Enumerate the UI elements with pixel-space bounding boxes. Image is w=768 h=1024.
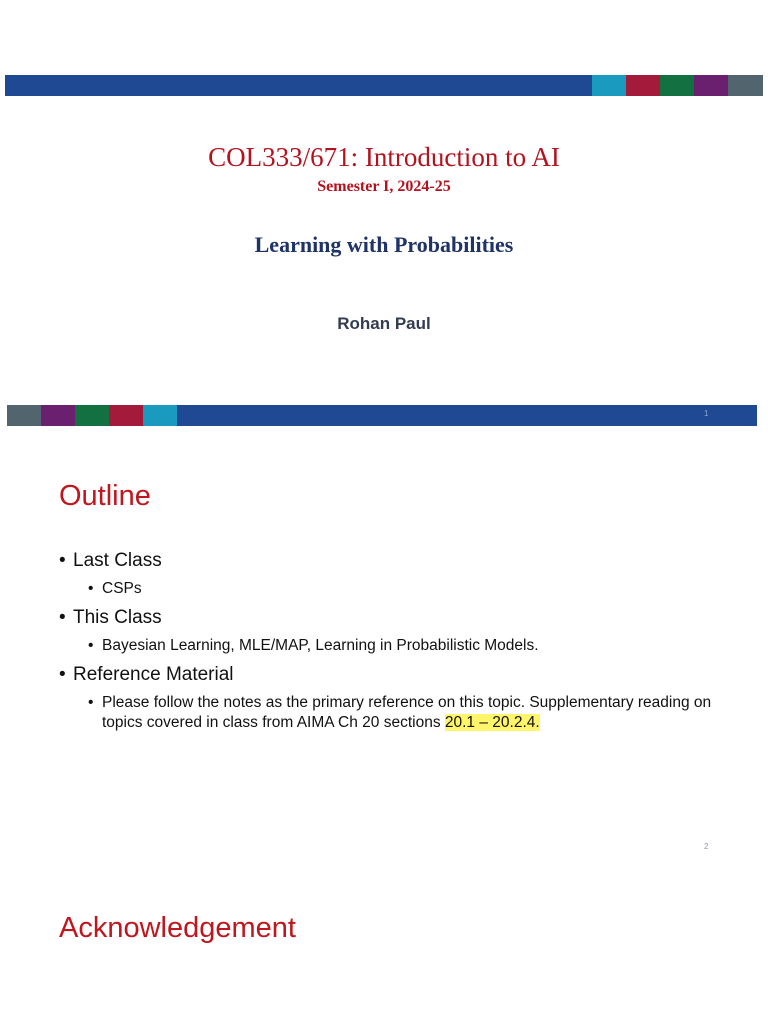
slide1-top-bar [5, 75, 763, 96]
bullet-label: Last Class [73, 550, 162, 571]
bullet-dot: • [59, 607, 66, 628]
bullet-label: This Class [73, 607, 162, 628]
bar-segment-green [660, 75, 694, 96]
bar-segment-teal [143, 405, 177, 426]
bullet-dot: • [88, 580, 94, 597]
sub-bullet-text: Bayesian Learning, MLE/MAP, Learning in Probabilistic Models. [102, 637, 539, 654]
bar-segment-teal [592, 75, 626, 96]
semester-subtitle: Semester I, 2024-25 [317, 178, 451, 195]
bar-segment-navy [5, 75, 592, 96]
slide2-page-number: 2 [704, 842, 709, 851]
list-item [59, 550, 162, 572]
lecture-topic: Learning with Probabilities [254, 232, 514, 257]
sub-bullet-paragraph [102, 693, 712, 733]
bullet-dot: • [88, 637, 94, 654]
list-item [59, 664, 234, 686]
sub-bullet-text: CSPs [102, 580, 142, 597]
bar-segment-crimson [109, 405, 143, 426]
highlighted-sections: 20.1 – 20.2.4. [444, 714, 540, 731]
slide1-page-number: 1 [704, 409, 709, 418]
author-name: Rohan Paul [337, 314, 431, 333]
slide1-bottom-bar [7, 405, 757, 426]
bar-segment-crimson [626, 75, 660, 96]
bar-segment-slate [728, 75, 763, 96]
sub-list-item [88, 636, 728, 656]
bullet-label: Reference Material [73, 664, 234, 685]
course-title: COL333/671: Introduction to AI [208, 142, 560, 172]
bar-segment-slate [7, 405, 41, 426]
list-item [59, 607, 162, 629]
bar-segment-green [75, 405, 109, 426]
sub-list-item [88, 693, 728, 733]
bar-segment-purple [694, 75, 728, 96]
bar-segment-purple [41, 405, 75, 426]
outline-heading: Outline [59, 480, 151, 512]
bar-segment-navy [177, 405, 757, 426]
sub-bullet-text: Please follow the notes as the primary reference on this topic. Supplementary reading on topics covered in class from AIMA Ch 20 sections [102, 694, 712, 731]
bullet-dot: • [88, 694, 94, 711]
bullet-dot: • [59, 550, 66, 571]
sub-list-item [88, 579, 728, 599]
bullet-dot: • [59, 664, 66, 685]
acknowledgement-heading: Acknowledgement [59, 912, 296, 944]
